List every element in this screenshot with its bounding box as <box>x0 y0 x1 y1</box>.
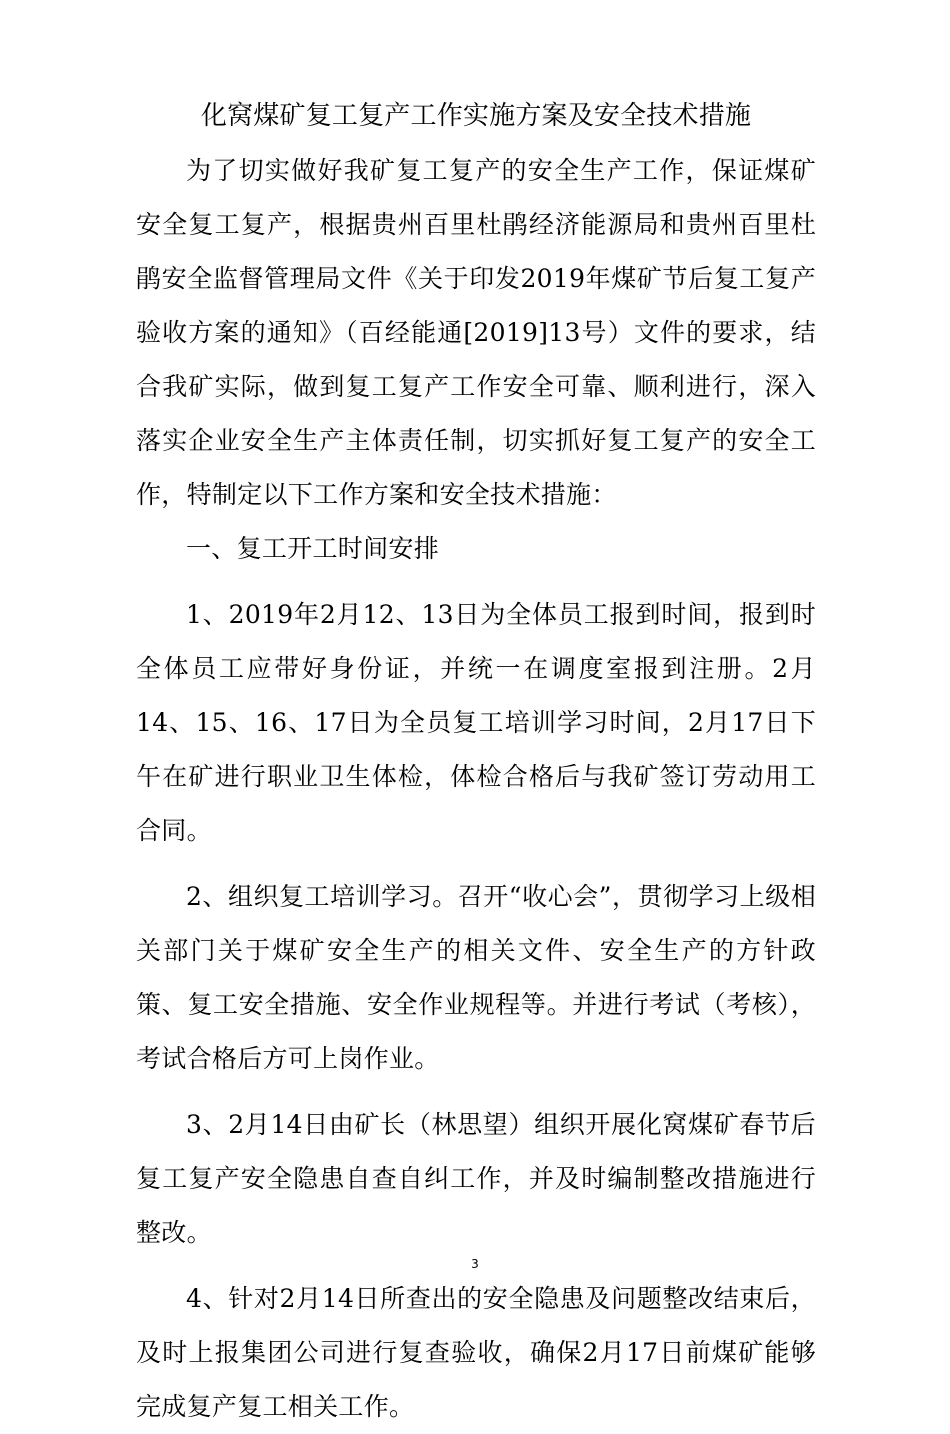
section-heading-schedule: 一、复工开工时间安排 <box>186 534 440 563</box>
list-item-1: 1、2019年2月12、13日为全体员工报到时间，报到时全体员工应带好身份证，并统一在调度室报到注册。2月14、15、16、17日为全员复工培训学习时间，2月17日下午在矿进行职业卫生体检，体检合格后与我矿签订劳动用工合同。 <box>136 600 816 845</box>
page-number: 3 <box>471 1257 479 1271</box>
document-title: 化窝煤矿复工复产工作实施方案及安全技术措施 <box>200 101 752 131</box>
list-item-2: 2、组织复工培训学习。召开“收心会”，贯彻学习上级相关部门关于煤矿安全生产的相关文件、安全生产的方针政策、复工安全措施、安全作业规程等。并进行考试（考核），考试合格后方可上岗作业。 <box>136 882 816 1073</box>
document-body <box>136 96 816 1434</box>
list-item-3: 3、2月14日由矿长（林思望）组织开展化窝煤矿春节后复工复产安全隐患自查自纠工作，并及时编制整改措施进行整改。 <box>136 1110 816 1247</box>
intro-paragraph: 为了切实做好我矿复工复产的安全生产工作，保证煤矿安全复工复产，根据贵州百里杜鹃经济能源局和贵州百里杜鹃安全监督管理局文件《关于印发2019年煤矿节后复工复产验收方案的通知》（百经能通[2019]13号）文件的要求，结合我矿实际，做到复工复产工作安全可靠、顺利进行，深入落实企业安全生产主体责任制，切实抓好复工复产的安全工作，特制定以下工作方案和安全技术措施： <box>136 156 816 509</box>
list-item-4: 4、针对2月14日所查出的安全隐患及问题整改结束后，及时上报集团公司进行复查验收，确保2月17日前煤矿能够完成复产复工相关工作。 <box>136 1284 816 1421</box>
